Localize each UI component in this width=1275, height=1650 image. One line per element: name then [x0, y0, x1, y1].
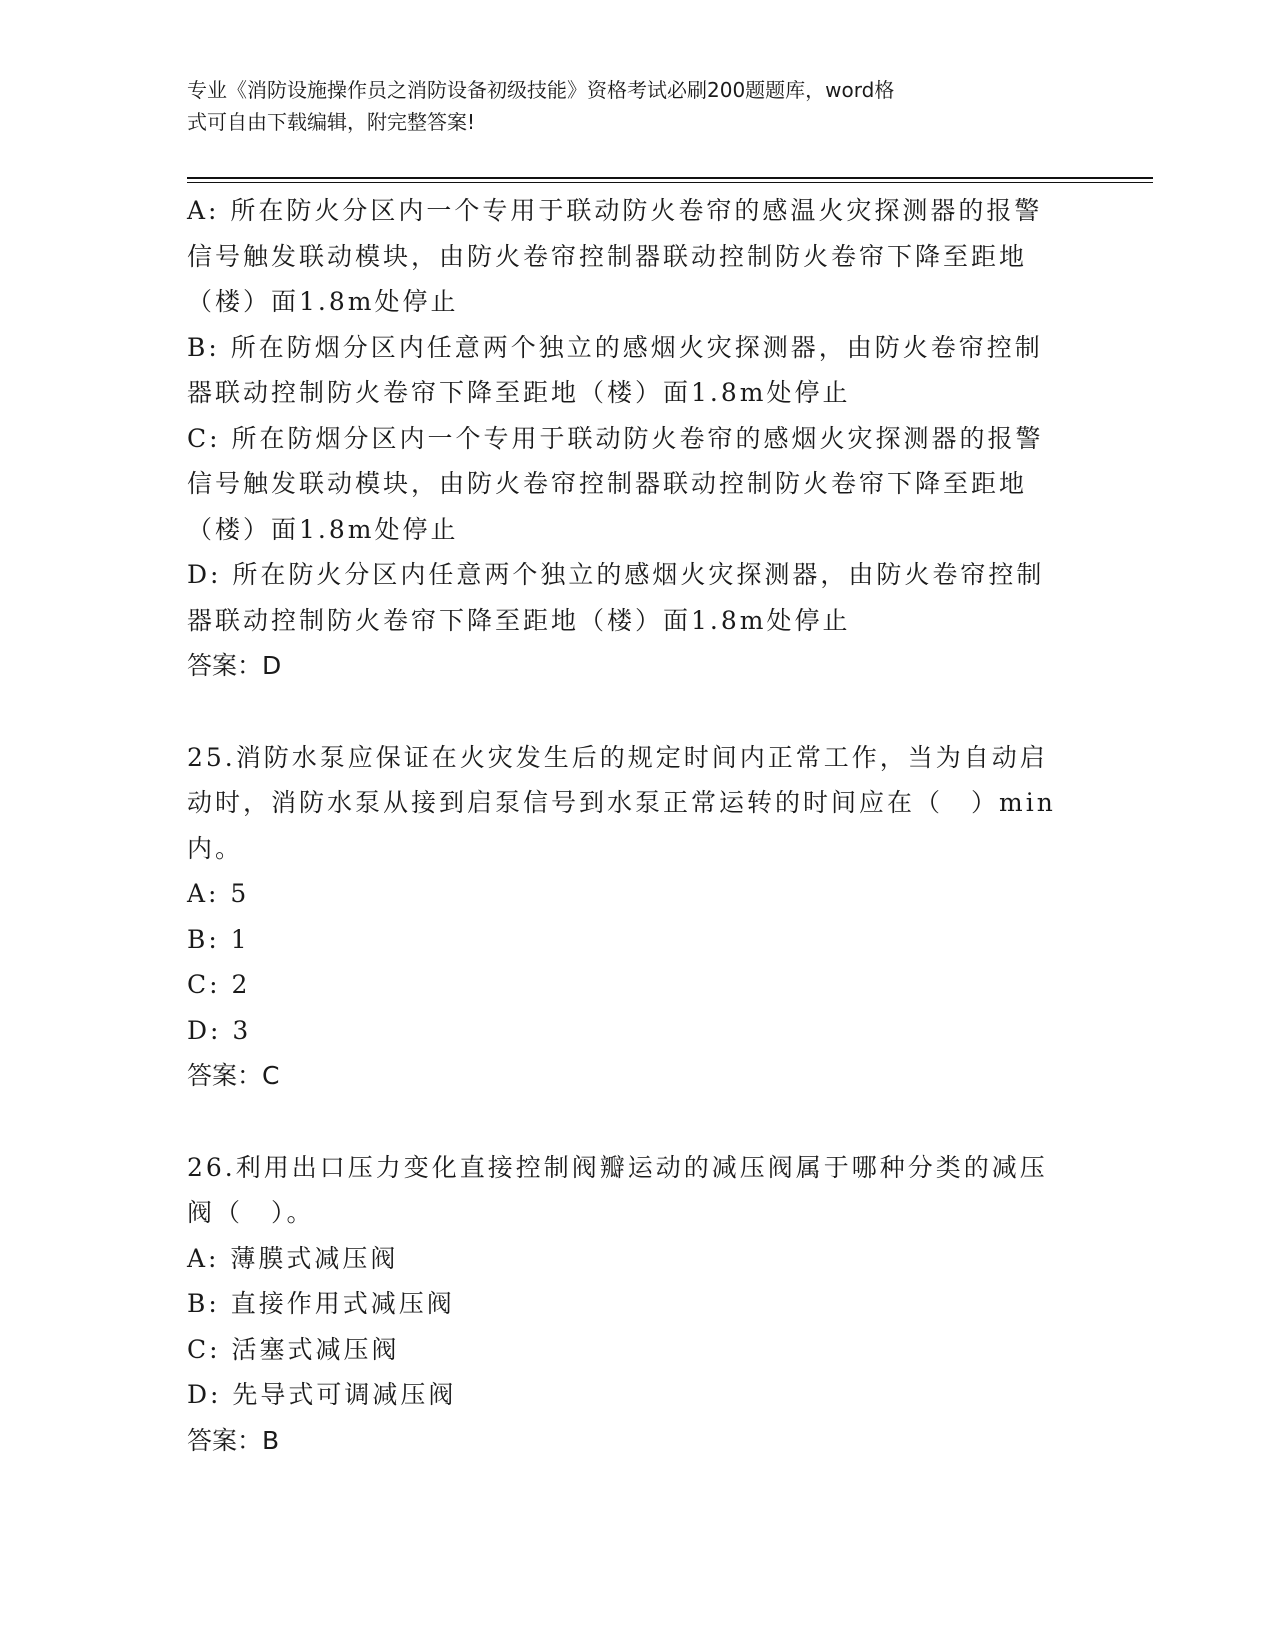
option-d: D: 3 [187, 1015, 252, 1045]
option-c-line-3: （楼）面1.8m处停止 [187, 514, 459, 544]
question-gap [187, 689, 1087, 735]
option-d: D: 先导式可调减压阀 [187, 1380, 457, 1409]
answer-label: 答案：C [187, 1061, 280, 1090]
option-c: C: 2 [187, 970, 251, 999]
question-stem-line-2: 动时，消防水泵从接到启泵信号到水泵正常运转的时间应在（ ）min [187, 788, 1056, 817]
question-stem-line-3: 内。 [187, 833, 244, 863]
option-c-line-2: 信号触发联动模块，由防火卷帘控制器联动控制防火卷帘下降至距地 [187, 469, 1028, 498]
question-stem-line-1: 26.利用出口压力变化直接控制阀瓣运动的减压阀属于哪种分类的减压 [187, 1152, 1048, 1182]
option-a-line-2: 信号触发联动模块，由防火卷帘控制器联动控制防火卷帘下降至距地 [187, 241, 1028, 271]
question-stem-line-1: 25.消防水泵应保证在火灾发生后的规定时间内正常工作，当为自动启 [187, 742, 1048, 772]
answer-label: 答案：B [187, 1425, 280, 1455]
option-b: B: 1 [187, 924, 250, 954]
question-stem-line-2: 阀（ ）。 [187, 1198, 315, 1227]
header-rule-thick [187, 177, 1153, 179]
option-a-line-3: （楼）面1.8m处停止 [187, 287, 459, 316]
header-rule-thin [187, 182, 1153, 183]
option-d-line-1: D: 所在防火分区内任意两个独立的感烟火灾探测器，由防火卷帘控制 [187, 560, 1045, 589]
question-25 [187, 735, 1087, 1099]
option-b: B: 直接作用式减压阀 [187, 1289, 455, 1318]
option-b-line-2: 器联动控制防火卷帘下降至距地（楼）面1.8m处停止 [187, 378, 851, 407]
option-a: A: 薄膜式减压阀 [187, 1243, 399, 1273]
header-line-1: 专业《消防设施操作员之消防设备初级技能》资格考试必刷200题题库，word格 [187, 78, 895, 102]
document-body [187, 188, 1087, 1463]
option-c-line-1: C: 所在防烟分区内一个专用于联动防火卷帘的感烟火灾探测器的报警 [187, 423, 1044, 453]
answer-label: 答案：D [187, 651, 282, 680]
question-24 [187, 188, 1087, 689]
option-a-line-1: A: 所在防火分区内一个专用于联动防火卷帘的感温火灾探测器的报警 [187, 196, 1043, 225]
question-gap [187, 1099, 1087, 1145]
option-d-line-2: 器联动控制防火卷帘下降至距地（楼）面1.8m处停止 [187, 605, 851, 635]
option-b-line-1: B: 所在防烟分区内任意两个独立的感烟火灾探测器，由防火卷帘控制 [187, 332, 1043, 362]
page-header [187, 74, 1067, 138]
header-line-2: 式可自由下载编辑，附完整答案! [187, 110, 476, 134]
question-26 [187, 1145, 1087, 1464]
option-c: C: 活塞式减压阀 [187, 1334, 400, 1364]
option-a: A: 5 [187, 879, 250, 908]
